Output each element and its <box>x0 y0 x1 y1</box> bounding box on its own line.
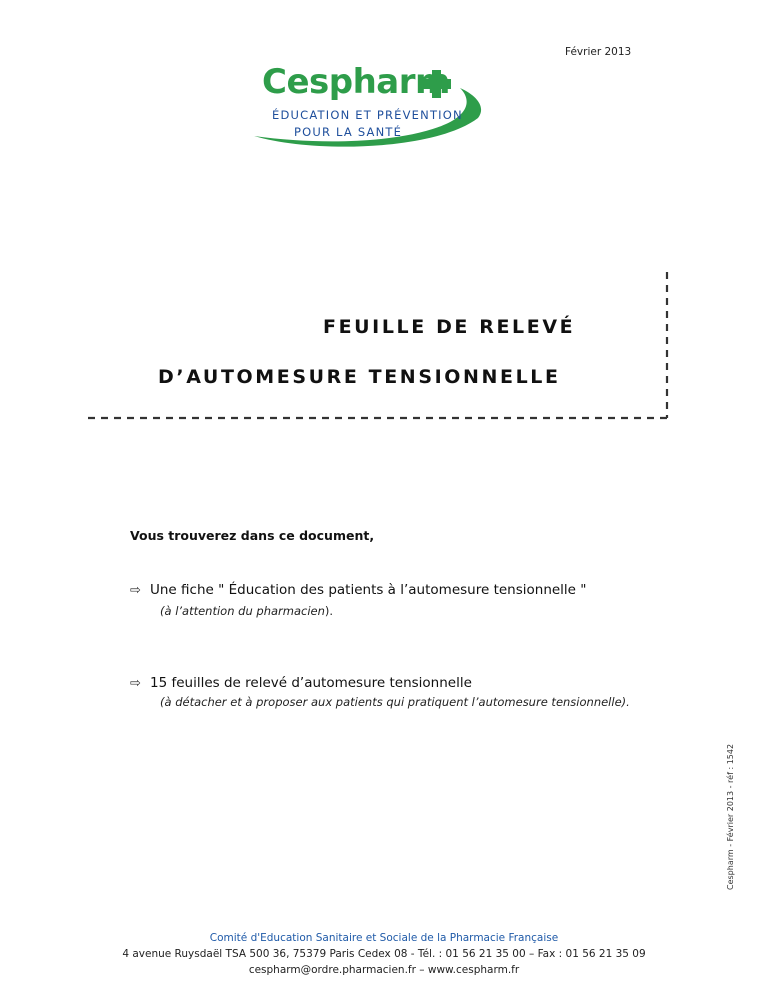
logo-wordmark: Cespharm <box>262 62 450 102</box>
hollow-arrow-icon: ⇨ <box>130 583 141 598</box>
list-item-text: Une fiche " Éducation des patients à l’automesure tensionnelle " <box>150 582 587 598</box>
list-item-note: (à détacher et à proposer aux patients qui pratiquent l’automesure tensionnelle). <box>160 695 630 709</box>
title-line-2: D’AUTOMESURE TENSIONNELLE <box>158 366 561 388</box>
list-item <box>130 675 472 691</box>
intro-text: Vous trouverez dans ce document, <box>130 528 375 543</box>
list-item-text: 15 feuilles de relevé d’automesure tensionnelle <box>150 675 472 691</box>
cespharm-logo <box>246 58 486 150</box>
list-item <box>130 582 587 598</box>
logo-tagline-1: ÉDUCATION ET PRÉVENTION <box>272 108 463 122</box>
footer-contact: cespharm@ordre.pharmacien.fr – www.cespharm.fr <box>248 964 520 976</box>
title-line-1: FEUILLE DE RELEVÉ <box>323 316 576 338</box>
footer-address: 4 avenue Ruysdaël TSA 500 36, 75379 Paris Cedex 08 - Tél. : 01 56 21 35 00 – Fax : 01 56 21 35 09 <box>122 948 646 960</box>
side-reference: Cespharm - Février 2013 - réf : 1542 <box>726 743 735 890</box>
logo-tagline-2: POUR LA SANTÉ <box>294 125 403 139</box>
footer-organization: Comité d'Education Sanitaire et Sociale de la Pharmacie Française <box>209 932 559 944</box>
hollow-arrow-icon: ⇨ <box>130 676 141 691</box>
document-date: Février 2013 <box>565 46 632 58</box>
list-item-note: (à l’attention du pharmacien). <box>160 604 334 618</box>
